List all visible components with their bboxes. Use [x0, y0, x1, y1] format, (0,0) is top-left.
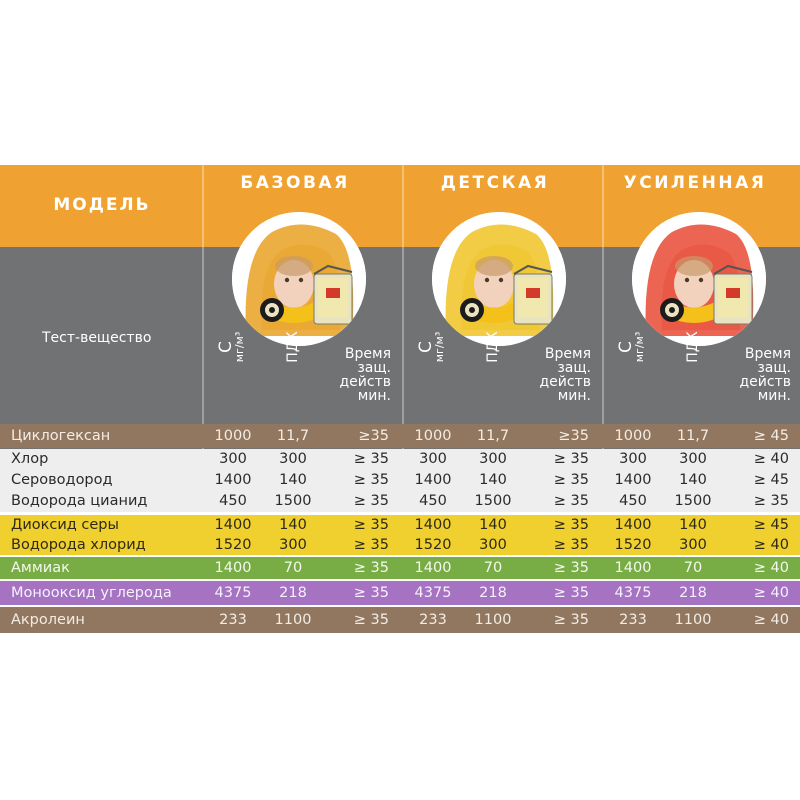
pdk-cell: 140	[279, 517, 307, 533]
concentration-cell: 300	[619, 451, 647, 467]
hood-photo	[232, 212, 366, 346]
table-row	[0, 424, 800, 448]
table-row	[0, 515, 800, 535]
concentration-cell: 1400	[214, 560, 252, 576]
pdk-cell: 218	[279, 585, 307, 601]
concentration-cell: 4375	[214, 585, 252, 601]
pdk-cell: 70	[283, 560, 303, 576]
protection-time-cell: ≥ 45	[753, 428, 789, 444]
pdk-cell: 140	[479, 472, 507, 488]
protection-time-cell: ≥ 35	[553, 451, 589, 467]
column-header-protection-time	[321, 347, 391, 403]
protection-time-cell: ≥ 40	[753, 585, 789, 601]
pdk-cell: 11,7	[276, 428, 310, 444]
concentration-cell: 1400	[414, 517, 452, 533]
protection-time-cell: ≥ 40	[753, 537, 789, 553]
column-header-protection-time	[521, 347, 591, 403]
pdk-cell: 70	[483, 560, 503, 576]
protection-time-cell: ≥ 40	[753, 560, 789, 576]
protection-time-cell: ≥ 35	[553, 472, 589, 488]
protection-time-cell: ≥ 35	[353, 472, 389, 488]
pdk-cell: 300	[679, 537, 707, 553]
substance-name: Водорода хлорид	[11, 537, 146, 553]
pdk-cell: 300	[679, 451, 707, 467]
pdk-cell: 300	[279, 451, 307, 467]
protection-time-cell: ≥ 40	[753, 612, 789, 628]
concentration-cell: 1520	[614, 537, 652, 553]
substance-name: Акролеин	[11, 612, 85, 628]
concentration-cell: 1520	[414, 537, 452, 553]
protection-time-cell: ≥ 40	[753, 451, 789, 467]
substance-name: Хлор	[11, 451, 49, 467]
table-row	[0, 607, 800, 633]
protection-time-cell: ≥ 45	[753, 472, 789, 488]
concentration-cell: 4375	[414, 585, 452, 601]
substance-name: Монооксид углерода	[11, 585, 172, 601]
pdk-cell: 218	[679, 585, 707, 601]
protection-time-cell: ≥ 35	[553, 585, 589, 601]
pdk-cell: 11,7	[476, 428, 510, 444]
concentration-cell: 1000	[614, 428, 652, 444]
table-row	[0, 535, 800, 555]
pdk-cell: 1100	[474, 612, 512, 628]
protection-time-cell: ≥ 35	[353, 493, 389, 509]
hood-photo	[632, 212, 766, 346]
concentration-cell: 450	[219, 493, 247, 509]
concentration-cell: 1520	[214, 537, 252, 553]
pdk-cell: 1500	[674, 493, 712, 509]
protection-time-cell: ≥ 35	[553, 493, 589, 509]
time-header-line: действ	[339, 374, 391, 390]
protection-time-cell: ≥ 35	[353, 517, 389, 533]
pdk-cell: 300	[279, 537, 307, 553]
pdk-cell: 300	[479, 451, 507, 467]
table-row	[0, 449, 800, 470]
concentration-cell: 1400	[414, 472, 452, 488]
time-header-line: действ	[539, 374, 591, 390]
pdk-cell: 140	[679, 517, 707, 533]
concentration-cell: 1400	[214, 472, 252, 488]
substance-name: Диоксид серы	[11, 517, 119, 533]
table-row	[0, 470, 800, 491]
time-header-line: Время	[544, 346, 591, 362]
pdk-label: ПДК	[285, 331, 301, 363]
concentration-unit: мг/м³	[633, 331, 646, 363]
pdk-cell: 1100	[274, 612, 312, 628]
column-header-protection-time	[721, 347, 791, 403]
time-header-line: мин.	[757, 388, 791, 404]
model-title: ДЕТСКАЯ	[440, 173, 550, 193]
time-header-line: Время	[344, 346, 391, 362]
protection-time-cell: ≥ 35	[553, 537, 589, 553]
time-header-line: мин.	[357, 388, 391, 404]
concentration-cell: 1400	[614, 472, 652, 488]
pdk-cell: 1500	[274, 493, 312, 509]
concentration-cell: 4375	[614, 585, 652, 601]
protection-time-cell: ≥35	[358, 428, 389, 444]
test-substance-label: Тест-вещество	[42, 330, 152, 346]
concentration-symbol: C	[416, 341, 436, 353]
pdk-cell: 218	[479, 585, 507, 601]
substance-name: Сероводород	[11, 472, 113, 488]
concentration-cell: 300	[219, 451, 247, 467]
substance-name: Водорода цианид	[11, 493, 148, 509]
time-header-line: действ	[739, 374, 791, 390]
concentration-cell: 1000	[214, 428, 252, 444]
protection-table	[0, 165, 800, 633]
substance-name: Циклогексан	[11, 428, 111, 444]
protection-time-cell: ≥ 35	[353, 451, 389, 467]
concentration-cell: 450	[419, 493, 447, 509]
time-header-line: защ.	[357, 360, 391, 376]
model-label: МОДЕЛЬ	[53, 195, 151, 215]
protection-time-cell: ≥ 35	[353, 585, 389, 601]
concentration-symbol: C	[216, 341, 236, 353]
protection-time-cell: ≥ 45	[753, 517, 789, 533]
substance-name: Аммиак	[11, 560, 70, 576]
pdk-cell: 1100	[674, 612, 712, 628]
concentration-cell: 233	[419, 612, 447, 628]
time-header-line: Время	[744, 346, 791, 362]
protection-time-cell: ≥ 35	[553, 612, 589, 628]
concentration-cell: 1400	[214, 517, 252, 533]
table-row	[0, 557, 800, 579]
concentration-unit: мг/м³	[233, 331, 246, 363]
table-row	[0, 581, 800, 605]
concentration-cell: 1400	[614, 560, 652, 576]
protection-time-cell: ≥ 35	[553, 560, 589, 576]
pdk-cell: 140	[479, 517, 507, 533]
table-row	[0, 491, 800, 512]
concentration-cell: 300	[419, 451, 447, 467]
protection-time-cell: ≥ 35	[753, 493, 789, 509]
concentration-symbol: C	[616, 341, 636, 353]
protection-time-cell: ≥ 35	[553, 517, 589, 533]
model-title: БАЗОВАЯ	[240, 173, 350, 193]
protection-time-cell: ≥ 35	[353, 612, 389, 628]
pdk-cell: 140	[679, 472, 707, 488]
concentration-unit: мг/м³	[433, 331, 446, 363]
time-header-line: мин.	[557, 388, 591, 404]
pdk-label: ПДК	[485, 331, 501, 363]
concentration-cell: 450	[619, 493, 647, 509]
concentration-cell: 1000	[414, 428, 452, 444]
pdk-cell: 1500	[474, 493, 512, 509]
pdk-cell: 140	[279, 472, 307, 488]
pdk-cell: 11,7	[676, 428, 710, 444]
protection-time-cell: ≥35	[558, 428, 589, 444]
time-header-line: защ.	[557, 360, 591, 376]
protection-time-cell: ≥ 35	[353, 560, 389, 576]
pdk-cell: 300	[479, 537, 507, 553]
hood-photo	[432, 212, 566, 346]
time-header-line: защ.	[757, 360, 791, 376]
pdk-cell: 70	[683, 560, 703, 576]
model-title: УСИЛЕННАЯ	[623, 173, 767, 193]
concentration-cell: 1400	[414, 560, 452, 576]
pdk-label: ПДК	[685, 331, 701, 363]
concentration-cell: 233	[619, 612, 647, 628]
concentration-cell: 233	[219, 612, 247, 628]
protection-time-cell: ≥ 35	[353, 537, 389, 553]
concentration-cell: 1400	[614, 517, 652, 533]
